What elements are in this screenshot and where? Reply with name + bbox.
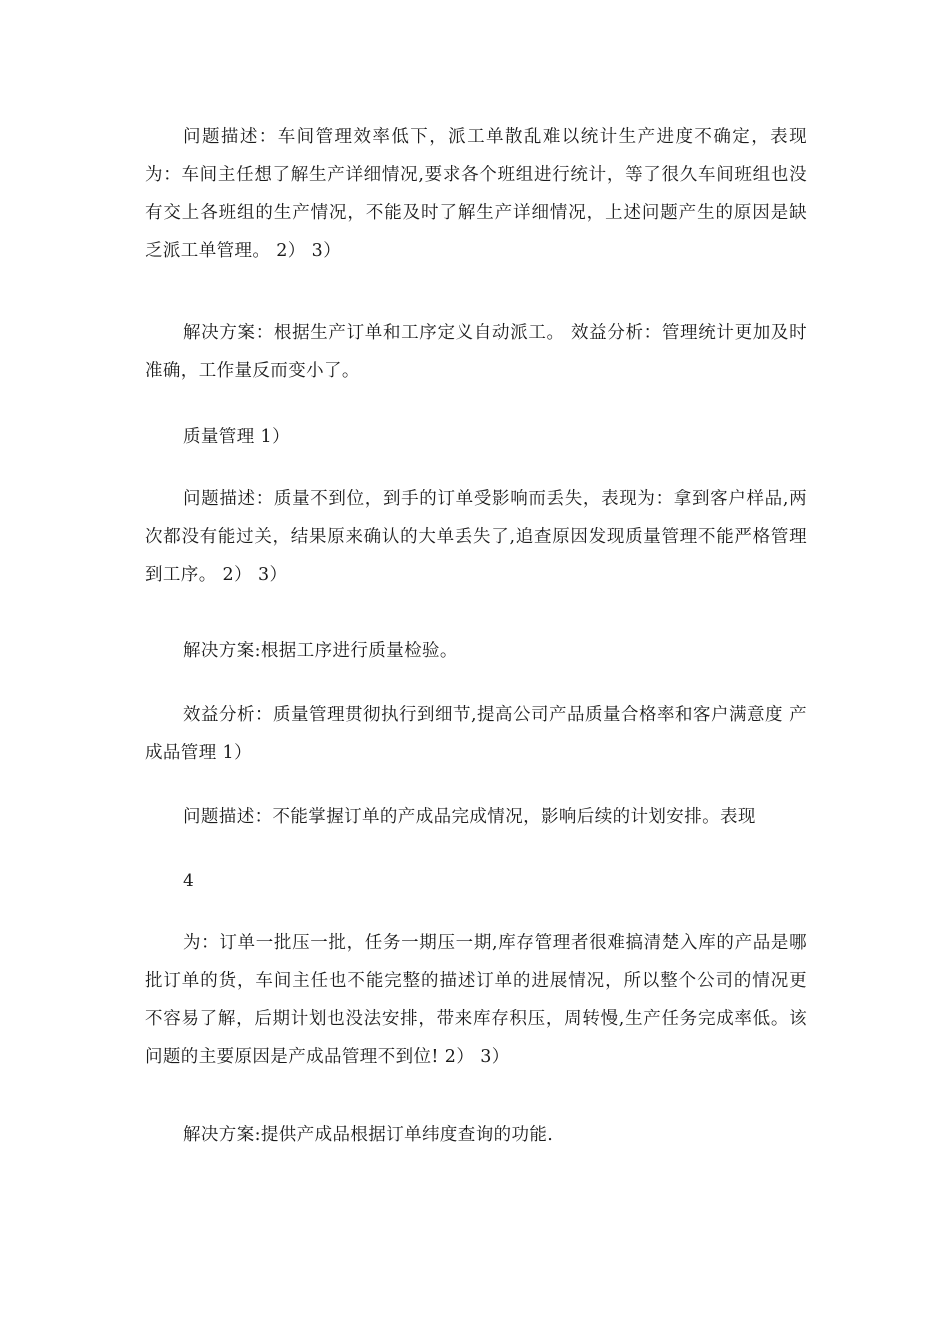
- paragraph-quality-benefit: 效益分析：质量管理贯彻执行到细节,提高公司产品质量合格率和客户满意度 产成品管理 1）: [145, 705, 807, 763]
- page-number: 4: [183, 871, 194, 891]
- section-heading-quality: 质量管理 1）: [183, 427, 290, 447]
- paragraph-quality-problem: 问题描述：质量不到位，到手的订单受影响而丢失，表现为：拿到客户样品,两次都没有能过关，结果原来确认的大单丢失了,追查原因发现质量管理不能严格管理到工序。 2） 3）: [145, 489, 807, 585]
- paragraph-finished-goods-problem: 问题描述：不能掌握订单的产成品完成情况，影响后续的计划安排。表现: [183, 807, 756, 827]
- paragraph-finished-goods-detail: 为：订单一批压一批，任务一期压一期,库存管理者很难搞清楚入库的产品是哪批订单的货，车间主任也不能完整的描述订单的进展情况，所以整个公司的情况更不容易了解，后期计划也没法安排，带来库存积压，周转慢,生产任务完成率低。该问题的主要原因是产成品管理不到位! 2） 3）: [145, 933, 807, 1067]
- paragraph-finished-goods-solution: 解决方案:提供产成品根据订单纬度查询的功能.: [183, 1125, 554, 1145]
- paragraph-quality-solution: 解决方案:根据工序进行质量检验。: [183, 641, 458, 661]
- paragraph-workshop-problem: 问题描述：车间管理效率低下，派工单散乱难以统计生产进度不确定，表现为：车间主任想了解生产详细情况,要求各个班组进行统计，等了很久车间班组也没有交上各班组的生产情况，不能及时了解生产详细情况，上述问题产生的原因是缺乏派工单管理。 2） 3）: [145, 127, 807, 261]
- paragraph-workshop-solution: 解决方案：根据生产订单和工序定义自动派工。 效益分析：管理统计更加及时准确，工作量反而变小了。: [145, 323, 807, 381]
